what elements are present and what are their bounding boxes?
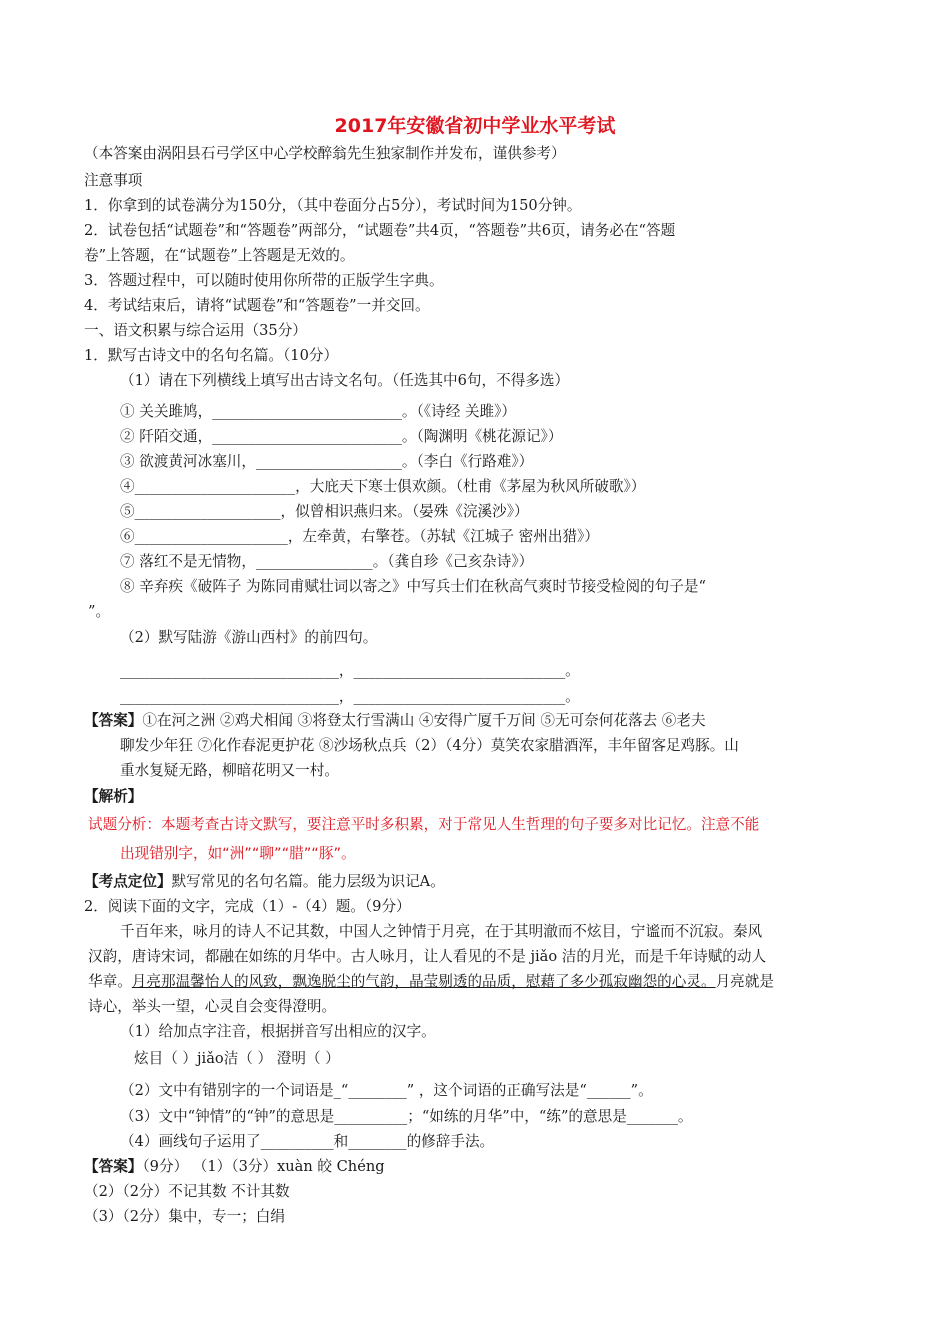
notice-item: 2．试卷包括“试题卷”和“答题卷”两部分，“试题卷”共4页，“答题卷”共6页，请务必在“答题 — [84, 222, 676, 239]
analysis-text: 出现错别字，如“洲”“聊”“腊”“豚”。 — [120, 845, 356, 862]
passage-line: 千百年来，咏月的诗人不记其数，中国人之钟情于月亮，在于其明澈而不炫目，宁谧而不沉寂。秦风 — [120, 923, 763, 940]
question-title: 1．默写古诗文中的名句名篇。（10分） — [84, 347, 339, 364]
fill-item: ① 关关雎鸠，__________________________。（《诗经 关雎》） — [120, 403, 517, 420]
underlined-sentence: 月亮那温馨怡人的风致，飘逸脱尘的气韵，晶莹剔透的品质，慰藉了多少孤寂幽怨的心灵。 — [131, 973, 716, 990]
answer-text: ①在河之洲 ②鸡犬相闻 ③将登太行雪满山 ④安得广厦千万间 ⑤无可奈何花落去 ⑥老夫 — [142, 712, 706, 729]
notice-heading: 注意事项 — [84, 172, 143, 189]
answer-text: （2）（2分）不记其数 不计其数 — [84, 1183, 290, 1200]
answer-blank-line: ______________________________，_____________________________。 — [120, 662, 580, 679]
notice-item: 卷”上答题，在“试题卷”上答题是无效的。 — [84, 247, 355, 264]
analysis-label: 【解析】 — [84, 788, 143, 805]
subquestion: （4）画线句子运用了__________和________的修辞手法。 — [120, 1133, 495, 1150]
notice-item: 1．你拿到的试卷满分为150分，（其中卷面分占5分），考试时间为150分钟。 — [84, 197, 582, 214]
answer-blank-line: ______________________________，_____________________________。 — [120, 688, 580, 705]
passage-line: 月亮就是 — [715, 973, 774, 990]
answer-label: 【答案】 — [84, 1158, 143, 1175]
section-heading: 一、语文积累与综合运用（35分） — [84, 322, 307, 339]
answer-text: 重水复疑无路，柳暗花明又一村。 — [120, 762, 339, 779]
subquestion: （1）给加点字注音，根据拼音写出相应的汉字。 — [120, 1023, 436, 1040]
subquestion-blanks: 炫目（ ）jiǎo洁（ ） 澄明（ ） — [134, 1050, 340, 1067]
fill-item: ③ 欲渡黄河冰塞川，____________________。（李白《行路难》） — [120, 453, 534, 470]
question-title: 2．阅读下面的文字，完成（1）-（4）题。（9分） — [84, 898, 411, 915]
subquestion: （2）文中有错别字的一个词语是_“________” ，这个词语的正确写法是“______”。 — [120, 1082, 653, 1099]
fill-item: ⑧ 辛弃疾《破阵子 为陈同甫赋壮词以寄之》中写兵士们在秋高气爽时节接受检阅的句子是“ — [120, 578, 706, 595]
subquestion: （2）默写陆游《游山西村》的前四句。 — [120, 629, 378, 646]
fill-item: ⑦ 落红不是无情物，________________。（龚自珍《己亥杂诗》） — [120, 553, 534, 570]
fill-item: ⑤____________________，似曾相识燕归来。（晏殊《浣溪沙》） — [120, 503, 529, 520]
notice-item: 4．考试结束后，请将“试题卷”和“答题卷”一并交回。 — [84, 297, 430, 314]
subquestion: （1）请在下列横线上填写出古诗文名句。（任选其中6句，不得多选） — [120, 372, 570, 389]
analysis-text: 试题分析：本题考查古诗文默写，要注意平时多积累，对于常见人生哲理的句子要多对比记忆。注意不能 — [88, 816, 760, 833]
passage-line: 汉韵，唐诗宋词，都融在如练的月华中。古人咏月，让人看见的不是 jiǎo 洁的月光，而是千年诗赋的动人 — [88, 948, 767, 965]
answer-text: （3）（2分）集中，专一；白绢 — [84, 1208, 285, 1225]
notice-item: 3．答题过程中，可以随时使用你所带的正版学生字典。 — [84, 272, 444, 289]
answer-label: 【答案】 — [84, 712, 143, 729]
point-label: 【考点定位】 — [84, 873, 172, 890]
subquestion: （3）文中“钟情”的“钟”的意思是__________；“如练的月华”中，“练”的意思是_______。 — [120, 1108, 693, 1125]
answer-text: （9分） （1）（3分）xuàn 皎 Chéng — [142, 1158, 385, 1175]
fill-item: ”。 — [88, 603, 111, 620]
fill-item: ④______________________，大庇天下寒士俱欢颜。（杜甫《茅屋为秋风所破歌》） — [120, 478, 646, 495]
passage-line: 诗心，举头一望，心灵自会变得澄明。 — [88, 998, 337, 1015]
page-title: 2017年安徽省初中学业水平考试 — [334, 115, 616, 137]
source-note: （本答案由涡阳县石弓学区中心学校醉翁先生独家制作并发布，谨供参考） — [84, 145, 566, 162]
fill-item: ② 阡陌交通，__________________________。（陶渊明《桃花源记》） — [120, 428, 563, 445]
fill-item: ⑥_____________________，左牵黄，右擎苍。（苏轼《江城子 密州出猎》） — [120, 528, 599, 545]
answer-text: 聊发少年狂 ⑦化作春泥更护花 ⑧沙场秋点兵（2）（4分）莫笑农家腊酒浑，丰年留客足鸡豚。山 — [120, 737, 739, 754]
passage-line: 华章。 — [88, 973, 132, 990]
point-text: 默写常见的名句名篇。能力层级为识记A。 — [171, 873, 445, 890]
